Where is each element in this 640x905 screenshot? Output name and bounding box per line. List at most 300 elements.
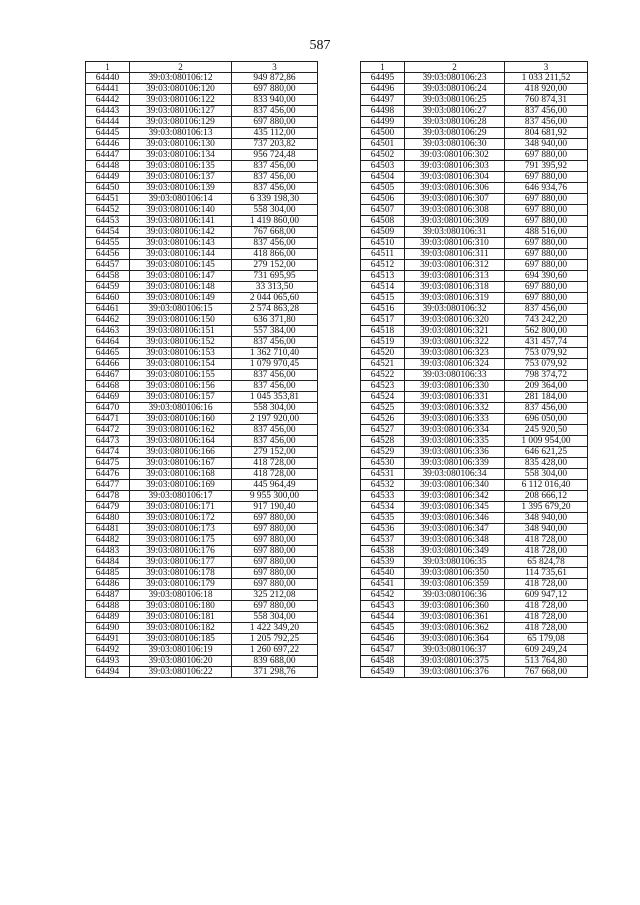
value-cell: 418 866,00: [232, 249, 318, 260]
value-cell: 513 764,80: [505, 656, 588, 667]
row-number-cell: 64537: [361, 535, 405, 546]
row-number-cell: 64483: [86, 546, 130, 557]
cadastral-number-cell: 39:03:080106:157: [130, 392, 232, 403]
table-row: [86, 414, 318, 425]
table-row: [361, 128, 588, 139]
table-row: [361, 150, 588, 161]
row-number-cell: 64517: [361, 315, 405, 326]
table-row: [86, 315, 318, 326]
value-cell: 2 197 920,00: [232, 414, 318, 425]
row-number-cell: 64453: [86, 216, 130, 227]
table-row: [361, 645, 588, 656]
table-row: [361, 161, 588, 172]
row-number-cell: 64503: [361, 161, 405, 172]
table-row: [86, 469, 318, 480]
table-row: [86, 491, 318, 502]
row-number-cell: 64495: [361, 73, 405, 84]
table-row: [361, 84, 588, 95]
cadastral-number-cell: 39:03:080106:342: [405, 491, 505, 502]
row-number-cell: 64477: [86, 480, 130, 491]
value-cell: 558 304,00: [505, 469, 588, 480]
cadastral-number-cell: 39:03:080106:304: [405, 172, 505, 183]
table-row: [361, 381, 588, 392]
cadastral-number-cell: 39:03:080106:30: [405, 139, 505, 150]
cadastral-number-cell: 39:03:080106:24: [405, 84, 505, 95]
table-row: [86, 579, 318, 590]
cadastral-number-cell: 39:03:080106:364: [405, 634, 505, 645]
value-cell: 791 395,92: [505, 161, 588, 172]
table-row: [361, 568, 588, 579]
cadastral-number-cell: 39:03:080106:27: [405, 106, 505, 117]
cadastral-number-cell: 39:03:080106:122: [130, 95, 232, 106]
header-col-1: 1: [361, 62, 405, 73]
cadastral-number-cell: 39:03:080106:313: [405, 271, 505, 282]
cadastral-number-cell: 39:03:080106:134: [130, 150, 232, 161]
header-col-3: 3: [232, 62, 318, 73]
value-cell: 697 880,00: [505, 216, 588, 227]
row-number-cell: 64469: [86, 392, 130, 403]
row-number-cell: 64504: [361, 172, 405, 183]
value-cell: 6 339 198,30: [232, 194, 318, 205]
table-row: [86, 282, 318, 293]
value-cell: 697 880,00: [505, 293, 588, 304]
cadastral-number-cell: 39:03:080106:346: [405, 513, 505, 524]
value-cell: 837 456,00: [232, 183, 318, 194]
row-number-cell: 64505: [361, 183, 405, 194]
row-number-cell: 64471: [86, 414, 130, 425]
row-number-cell: 64449: [86, 172, 130, 183]
value-cell: 1 419 860,00: [232, 216, 318, 227]
row-number-cell: 64549: [361, 667, 405, 678]
row-number-cell: 64463: [86, 326, 130, 337]
cadastral-number-cell: 39:03:080106:339: [405, 458, 505, 469]
row-number-cell: 64440: [86, 73, 130, 84]
row-number-cell: 64473: [86, 436, 130, 447]
row-number-cell: 64472: [86, 425, 130, 436]
row-number-cell: 64513: [361, 271, 405, 282]
cadastral-number-cell: 39:03:080106:302: [405, 150, 505, 161]
cadastral-number-cell: 39:03:080106:135: [130, 161, 232, 172]
table-row: [361, 282, 588, 293]
row-number-cell: 64479: [86, 502, 130, 513]
cadastral-number-cell: 39:03:080106:145: [130, 260, 232, 271]
table-row: [361, 117, 588, 128]
value-cell: 697 880,00: [505, 150, 588, 161]
cadastral-number-cell: 39:03:080106:144: [130, 249, 232, 260]
value-cell: 760 874,31: [505, 95, 588, 106]
value-cell: 33 313,50: [232, 282, 318, 293]
cadastral-number-cell: 39:03:080106:322: [405, 337, 505, 348]
cadastral-number-cell: 39:03:080106:32: [405, 304, 505, 315]
cadastral-number-cell: 39:03:080106:147: [130, 271, 232, 282]
table-row: [86, 271, 318, 282]
cadastral-number-cell: 39:03:080106:330: [405, 381, 505, 392]
cadastral-number-cell: 39:03:080106:349: [405, 546, 505, 557]
value-cell: 6 112 016,40: [505, 480, 588, 491]
table-row: [361, 172, 588, 183]
value-cell: 65 179,08: [505, 634, 588, 645]
cadastral-number-cell: 39:03:080106:182: [130, 623, 232, 634]
cadastral-number-cell: 39:03:080106:15: [130, 304, 232, 315]
table-row: [361, 612, 588, 623]
table-row: [361, 535, 588, 546]
cadastral-number-cell: 39:03:080106:324: [405, 359, 505, 370]
cadastral-number-cell: 39:03:080106:162: [130, 425, 232, 436]
table-row: [361, 590, 588, 601]
cadastral-number-cell: 39:03:080106:22: [130, 667, 232, 678]
value-cell: 1 033 211,52: [505, 73, 588, 84]
cadastral-number-cell: 39:03:080106:309: [405, 216, 505, 227]
row-number-cell: 64444: [86, 117, 130, 128]
cadastral-number-cell: 39:03:080106:37: [405, 645, 505, 656]
value-cell: 697 880,00: [505, 260, 588, 271]
value-cell: 325 212,08: [232, 590, 318, 601]
table-row: [361, 491, 588, 502]
row-number-cell: 64456: [86, 249, 130, 260]
row-number-cell: 64539: [361, 557, 405, 568]
value-cell: 1 422 349,20: [232, 623, 318, 634]
row-number-cell: 64538: [361, 546, 405, 557]
row-number-cell: 64487: [86, 590, 130, 601]
table-row: [361, 106, 588, 117]
table-row: [361, 304, 588, 315]
row-number-cell: 64498: [361, 106, 405, 117]
cadastral-number-cell: 39:03:080106:149: [130, 293, 232, 304]
right-table: [360, 61, 588, 678]
row-number-cell: 64544: [361, 612, 405, 623]
table-row: [361, 260, 588, 271]
table-row: [86, 502, 318, 513]
value-cell: 837 456,00: [232, 106, 318, 117]
value-cell: 697 880,00: [505, 249, 588, 260]
table-row: [86, 634, 318, 645]
value-cell: 445 964,49: [232, 480, 318, 491]
value-cell: 696 050,00: [505, 414, 588, 425]
value-cell: 1 009 954,00: [505, 436, 588, 447]
table-row: [86, 293, 318, 304]
value-cell: 371 298,76: [232, 667, 318, 678]
value-cell: 65 824,78: [505, 557, 588, 568]
table-row: [361, 95, 588, 106]
value-cell: 558 304,00: [232, 612, 318, 623]
value-cell: 697 880,00: [232, 568, 318, 579]
table-row: [86, 557, 318, 568]
row-number-cell: 64528: [361, 436, 405, 447]
row-number-cell: 64532: [361, 480, 405, 491]
value-cell: 694 390,60: [505, 271, 588, 282]
cadastral-number-cell: 39:03:080106:150: [130, 315, 232, 326]
row-number-cell: 64520: [361, 348, 405, 359]
table-row: [361, 480, 588, 491]
row-number-cell: 64491: [86, 634, 130, 645]
header-row: [361, 62, 588, 73]
cadastral-number-cell: 39:03:080106:177: [130, 557, 232, 568]
table-row: [361, 634, 588, 645]
cadastral-number-cell: 39:03:080106:181: [130, 612, 232, 623]
left-table: [85, 61, 318, 678]
cadastral-number-cell: 39:03:080106:141: [130, 216, 232, 227]
value-cell: 208 666,12: [505, 491, 588, 502]
row-number-cell: 64516: [361, 304, 405, 315]
value-cell: 418 728,00: [232, 469, 318, 480]
row-number-cell: 64488: [86, 601, 130, 612]
table-row: [86, 667, 318, 678]
table-row: [86, 458, 318, 469]
value-cell: 279 152,00: [232, 447, 318, 458]
table-row: [86, 183, 318, 194]
cadastral-number-cell: 39:03:080106:332: [405, 403, 505, 414]
table-row: [361, 194, 588, 205]
row-number-cell: 64506: [361, 194, 405, 205]
cadastral-number-cell: 39:03:080106:303: [405, 161, 505, 172]
row-number-cell: 64464: [86, 337, 130, 348]
table-row: [361, 502, 588, 513]
row-number-cell: 64508: [361, 216, 405, 227]
row-number-cell: 64486: [86, 579, 130, 590]
row-number-cell: 64530: [361, 458, 405, 469]
value-cell: 418 920,00: [505, 84, 588, 95]
value-cell: 418 728,00: [505, 579, 588, 590]
cadastral-number-cell: 39:03:080106:348: [405, 535, 505, 546]
value-cell: 837 456,00: [232, 161, 318, 172]
header-col-2: 2: [130, 62, 232, 73]
cadastral-number-cell: 39:03:080106:375: [405, 656, 505, 667]
value-cell: 835 428,00: [505, 458, 588, 469]
cadastral-number-cell: 39:03:080106:151: [130, 326, 232, 337]
value-cell: 697 880,00: [232, 557, 318, 568]
table-row: [86, 348, 318, 359]
header-col-2: 2: [405, 62, 505, 73]
row-number-cell: 64515: [361, 293, 405, 304]
row-number-cell: 64465: [86, 348, 130, 359]
row-number-cell: 64468: [86, 381, 130, 392]
cadastral-number-cell: 39:03:080106:319: [405, 293, 505, 304]
row-number-cell: 64454: [86, 227, 130, 238]
value-cell: 348 940,00: [505, 139, 588, 150]
value-cell: 837 456,00: [505, 117, 588, 128]
value-cell: 837 456,00: [232, 172, 318, 183]
row-number-cell: 64485: [86, 568, 130, 579]
table-row: [86, 601, 318, 612]
table-row: [86, 337, 318, 348]
table-row: [361, 348, 588, 359]
table-row: [361, 315, 588, 326]
cadastral-number-cell: 39:03:080106:312: [405, 260, 505, 271]
cadastral-number-cell: 39:03:080106:178: [130, 568, 232, 579]
value-cell: 557 384,00: [232, 326, 318, 337]
cadastral-number-cell: 39:03:080106:127: [130, 106, 232, 117]
value-cell: 1 205 792,25: [232, 634, 318, 645]
value-cell: 1 079 970,45: [232, 359, 318, 370]
value-cell: 753 079,92: [505, 348, 588, 359]
cadastral-number-cell: 39:03:080106:33: [405, 370, 505, 381]
table-row: [361, 271, 588, 282]
table-row: [361, 425, 588, 436]
table-row: [361, 326, 588, 337]
row-number-cell: 64501: [361, 139, 405, 150]
row-number-cell: 64448: [86, 161, 130, 172]
row-number-cell: 64512: [361, 260, 405, 271]
cadastral-number-cell: 39:03:080106:331: [405, 392, 505, 403]
row-number-cell: 64459: [86, 282, 130, 293]
value-cell: 737 203,82: [232, 139, 318, 150]
value-cell: 767 668,00: [232, 227, 318, 238]
cadastral-number-cell: 39:03:080106:143: [130, 238, 232, 249]
row-number-cell: 64521: [361, 359, 405, 370]
table-row: [361, 447, 588, 458]
value-cell: 697 880,00: [232, 84, 318, 95]
row-number-cell: 64467: [86, 370, 130, 381]
cadastral-number-cell: 39:03:080106:20: [130, 656, 232, 667]
row-number-cell: 64547: [361, 645, 405, 656]
cadastral-number-cell: 39:03:080106:362: [405, 623, 505, 634]
left-table-body: [86, 73, 318, 678]
cadastral-number-cell: 39:03:080106:185: [130, 634, 232, 645]
table-row: [86, 249, 318, 260]
row-number-cell: 64527: [361, 425, 405, 436]
row-number-cell: 64518: [361, 326, 405, 337]
cadastral-number-cell: 39:03:080106:179: [130, 579, 232, 590]
cadastral-number-cell: 39:03:080106:153: [130, 348, 232, 359]
cadastral-number-cell: 39:03:080106:23: [405, 73, 505, 84]
table-row: [361, 337, 588, 348]
row-number-cell: 64480: [86, 513, 130, 524]
table-row: [86, 436, 318, 447]
cadastral-number-cell: 39:03:080106:139: [130, 183, 232, 194]
cadastral-number-cell: 39:03:080106:16: [130, 403, 232, 414]
cadastral-number-cell: 39:03:080106:310: [405, 238, 505, 249]
value-cell: 558 304,00: [232, 205, 318, 216]
cadastral-number-cell: 39:03:080106:320: [405, 315, 505, 326]
table-row: [86, 392, 318, 403]
value-cell: 837 456,00: [232, 425, 318, 436]
table-row: [361, 238, 588, 249]
cadastral-number-cell: 39:03:080106:166: [130, 447, 232, 458]
cadastral-number-cell: 39:03:080106:336: [405, 447, 505, 458]
row-number-cell: 64526: [361, 414, 405, 425]
value-cell: 418 728,00: [505, 601, 588, 612]
row-number-cell: 64475: [86, 458, 130, 469]
table-row: [86, 106, 318, 117]
value-cell: 837 456,00: [232, 238, 318, 249]
cadastral-number-cell: 39:03:080106:140: [130, 205, 232, 216]
table-row: [361, 656, 588, 667]
value-cell: 1 260 697,22: [232, 645, 318, 656]
value-cell: 837 456,00: [505, 403, 588, 414]
row-number-cell: 64442: [86, 95, 130, 106]
table-row: [361, 370, 588, 381]
cadastral-number-cell: 39:03:080106:345: [405, 502, 505, 513]
value-cell: 279 152,00: [232, 260, 318, 271]
row-number-cell: 64452: [86, 205, 130, 216]
cadastral-number-cell: 39:03:080106:155: [130, 370, 232, 381]
row-number-cell: 64523: [361, 381, 405, 392]
table-row: [361, 524, 588, 535]
header-row: [86, 62, 318, 73]
table-row: [86, 623, 318, 634]
value-cell: 697 880,00: [232, 117, 318, 128]
cadastral-number-cell: 39:03:080106:18: [130, 590, 232, 601]
page-number: 587: [309, 38, 331, 53]
value-cell: 837 456,00: [505, 304, 588, 315]
row-number-cell: 64493: [86, 656, 130, 667]
table-row: [86, 304, 318, 315]
value-cell: 609 249,24: [505, 645, 588, 656]
cadastral-number-cell: 39:03:080106:34: [405, 469, 505, 480]
cadastral-number-cell: 39:03:080106:19: [130, 645, 232, 656]
cadastral-number-cell: 39:03:080106:25: [405, 95, 505, 106]
table-row: [86, 656, 318, 667]
value-cell: 697 880,00: [505, 282, 588, 293]
cadastral-number-cell: 39:03:080106:176: [130, 546, 232, 557]
value-cell: 949 872,86: [232, 73, 318, 84]
value-cell: 418 728,00: [505, 546, 588, 557]
value-cell: 837 456,00: [505, 106, 588, 117]
table-row: [361, 403, 588, 414]
cadastral-number-cell: 39:03:080106:350: [405, 568, 505, 579]
cadastral-number-cell: 39:03:080106:335: [405, 436, 505, 447]
cadastral-number-cell: 39:03:080106:130: [130, 139, 232, 150]
row-number-cell: 64542: [361, 590, 405, 601]
table-row: [86, 568, 318, 579]
table-row: [86, 161, 318, 172]
table-row: [361, 458, 588, 469]
header-col-3: 3: [505, 62, 588, 73]
cadastral-number-cell: 39:03:080106:137: [130, 172, 232, 183]
table-row: [361, 414, 588, 425]
value-cell: 697 880,00: [232, 524, 318, 535]
value-cell: 418 728,00: [505, 535, 588, 546]
table-row: [86, 194, 318, 205]
row-number-cell: 64441: [86, 84, 130, 95]
value-cell: 488 516,00: [505, 227, 588, 238]
row-number-cell: 64484: [86, 557, 130, 568]
cadastral-number-cell: 39:03:080106:318: [405, 282, 505, 293]
row-number-cell: 64519: [361, 337, 405, 348]
cadastral-number-cell: 39:03:080106:175: [130, 535, 232, 546]
value-cell: 418 728,00: [232, 458, 318, 469]
table-row: [361, 183, 588, 194]
row-number-cell: 64500: [361, 128, 405, 139]
row-number-cell: 64548: [361, 656, 405, 667]
table-row: [86, 205, 318, 216]
row-number-cell: 64543: [361, 601, 405, 612]
row-number-cell: 64522: [361, 370, 405, 381]
table-row: [86, 425, 318, 436]
cadastral-number-cell: 39:03:080106:321: [405, 326, 505, 337]
table-row: [361, 623, 588, 634]
value-cell: 562 800,00: [505, 326, 588, 337]
table-row: [361, 73, 588, 84]
cadastral-number-cell: 39:03:080106:307: [405, 194, 505, 205]
value-cell: 1 395 679,20: [505, 502, 588, 513]
cadastral-number-cell: 39:03:080106:334: [405, 425, 505, 436]
table-row: [86, 480, 318, 491]
value-cell: 767 668,00: [505, 667, 588, 678]
value-cell: 1 362 710,40: [232, 348, 318, 359]
table-row: [86, 128, 318, 139]
row-number-cell: 64545: [361, 623, 405, 634]
table-row: [361, 546, 588, 557]
cadastral-number-cell: 39:03:080106:168: [130, 469, 232, 480]
table-row: [86, 370, 318, 381]
cadastral-number-cell: 39:03:080106:28: [405, 117, 505, 128]
value-cell: 2 574 863,28: [232, 304, 318, 315]
table-row: [86, 381, 318, 392]
table-row: [361, 227, 588, 238]
cadastral-number-cell: 39:03:080106:333: [405, 414, 505, 425]
cadastral-number-cell: 39:03:080106:323: [405, 348, 505, 359]
